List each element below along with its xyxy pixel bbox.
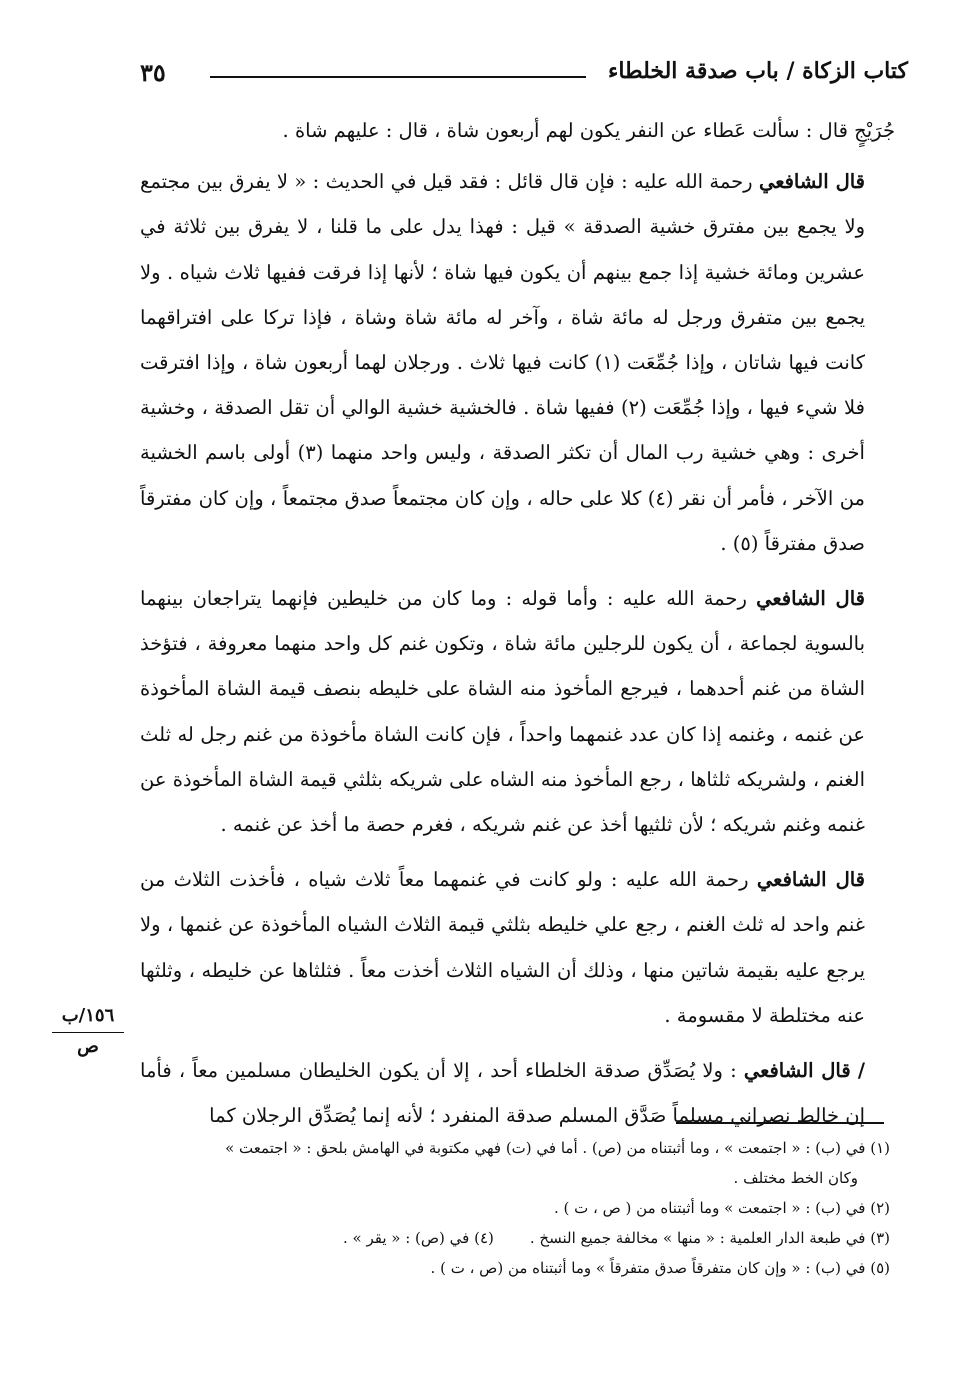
main-text: [140, 108, 895, 1148]
footnote-2: (٢) في (ب) : « اجتمعت » وما أثبتناه من ( ص ، ت ) .: [553, 1199, 890, 1217]
paragraph-5: [140, 1048, 895, 1138]
footnotes: [140, 1133, 890, 1283]
footnote-3: (٣) في طبعة الدار العلمية : « منها » مخالفة جميع النسخ .: [529, 1229, 890, 1247]
paragraph-1-text: جُرَيْجٍ قال : سألت عَطاء عن النفر يكون لهم أربعون شاة ، قال : عليهم شاة .: [282, 119, 895, 142]
footnote-4: (٤) في (ص) : « يقر » .: [343, 1229, 494, 1247]
header-rule: [210, 76, 586, 78]
paragraph-3-speaker: قال الشافعي: [756, 587, 865, 611]
paragraph-4: [140, 857, 895, 1038]
folio-number: ١٥٦/ب: [52, 1002, 124, 1033]
paragraph-1: [140, 108, 895, 153]
manuscript-folio-note: [52, 1002, 124, 1061]
paragraph-5-text: : ولا يُصَدِّق صدقة الخلطاء أحد ، إلا أن يكون الخليطان مسلمين معاً ، فأما إن خالط نصراني مسلماً صَدَّق المسلم صدقة المنفرد ؛ لأنه إنما يُصَدِّق الرجلان كما: [140, 1059, 865, 1128]
footnote-5: (٥) في (ب) : « وإن كان متفرقاً صدق متفرقاً » وما أثبتناه من (ص ، ت ) .: [430, 1259, 890, 1277]
paragraph-3: [140, 576, 895, 847]
page-number: ٣٥: [140, 58, 166, 87]
paragraph-2: [140, 159, 895, 566]
running-title: كتاب الزكاة / باب صدقة الخلطاء: [608, 58, 908, 84]
paragraph-2-text: رحمة الله عليه : فإن قال قائل : فقد قيل في الحديث : « لا يفرق بين مجتمع ولا يجمع بين مفترق خشية الصدقة » قيل : فهذا يدل على ما قلنا ، لا يفرق بين ثلاثة في عشرين ومائة خشية إذا جمع بينهم أن يكون فيها شاة ؛ لأنها إذا فرقت ففيها ثلاث شياه . ولا يجمع بين متفرق ورجل له مائة شاة ، وآخر له مائة شاة وشاة ، فإذا تركا على افتراقهما كانت فيها شاتان ، وإذا جُمِّعَت (١) كانت فيها ثلاث . ورجلان لهما أربعون شاة ، وإذا افترقت فلا شيء فيها ، وإذا جُمِّعَت (٢) ففيها شاة . فالخشية خشية الوالي أن تقل الصدقة ، وخشية أخرى : وهي خشية رب المال أن تكثر الصدقة ، وليس واحد منهما (٣) أولى باسم الخشية من الآخر ، فأمر أن نقر (٤) كلا على حاله ، وإن كان مجتمعاً صدق مجتمعاً ، وإن كان مفترقاً صدق مفترقاً (٥) .: [140, 170, 865, 555]
footnote-rule: [676, 1122, 884, 1124]
footnote-1: (١) في (ب) : « اجتمعت » ، وما أثبتناه من (ص) . أما في (ت) فهي مكتوبة في الهامش بلحق : « اجتمعت »: [225, 1139, 890, 1157]
footnote-1-continuation: وكان الخط مختلف .: [733, 1169, 858, 1187]
manuscript-siglum: ص: [77, 1036, 99, 1057]
paragraph-5-marker: /: [857, 1059, 865, 1083]
paragraph-4-text: رحمة الله عليه : ولو كانت في غنمهما معاً ثلاث شياه ، فأخذت الثلاث من غنم واحد له ثلث الغنم ، رجع علي خليطه بثلثي قيمة الثلاث الشياه المأخوذة عن غنمها ، ولا يرجع عليه بقيمة شاتين منها ، وذلك أن الشياه الثلاث أخذت معاً . فثلثاها عن خليطه ، وثلثها عنه مختلطة لا مقسومة .: [140, 868, 865, 1027]
page-header: [140, 56, 908, 100]
paragraph-4-speaker: قال الشافعي: [756, 868, 866, 892]
paragraph-5-speaker: قال الشافعي: [743, 1059, 851, 1083]
paragraph-3-text: رحمة الله عليه : وأما قوله : وما كان من خليطين فإنهما يتراجعان بينهما بالسوية لجماعة ، أن يكون للرجلين مائة شاة ، وتكون غنم كل واحد منهما معروفة ، فتؤخذ الشاة من غنم أحدهما ، فيرجع المأخوذ منه الشاة على خليطه بنصف قيمة الشاة المأخوذة عن غنمه ، وغنمه إذا كان عدد غنمهما واحداً ، فإن كانت الشاة مأخوذة من غنم رجل له ثلث الغنم ، ولشريكه ثلثاها ، رجع المأخوذ منه الشاه على شريكه بثلثي قيمة الشاة المأخوذة عن غنمه وغنم شريكه ؛ لأن ثلثيها أخذ عن غنم شريكه ، فغرم حصة ما أخذ عن غنمه .: [140, 587, 865, 837]
paragraph-2-speaker: قال الشافعي: [758, 170, 865, 194]
footnote-3-4-line: [140, 1223, 890, 1253]
